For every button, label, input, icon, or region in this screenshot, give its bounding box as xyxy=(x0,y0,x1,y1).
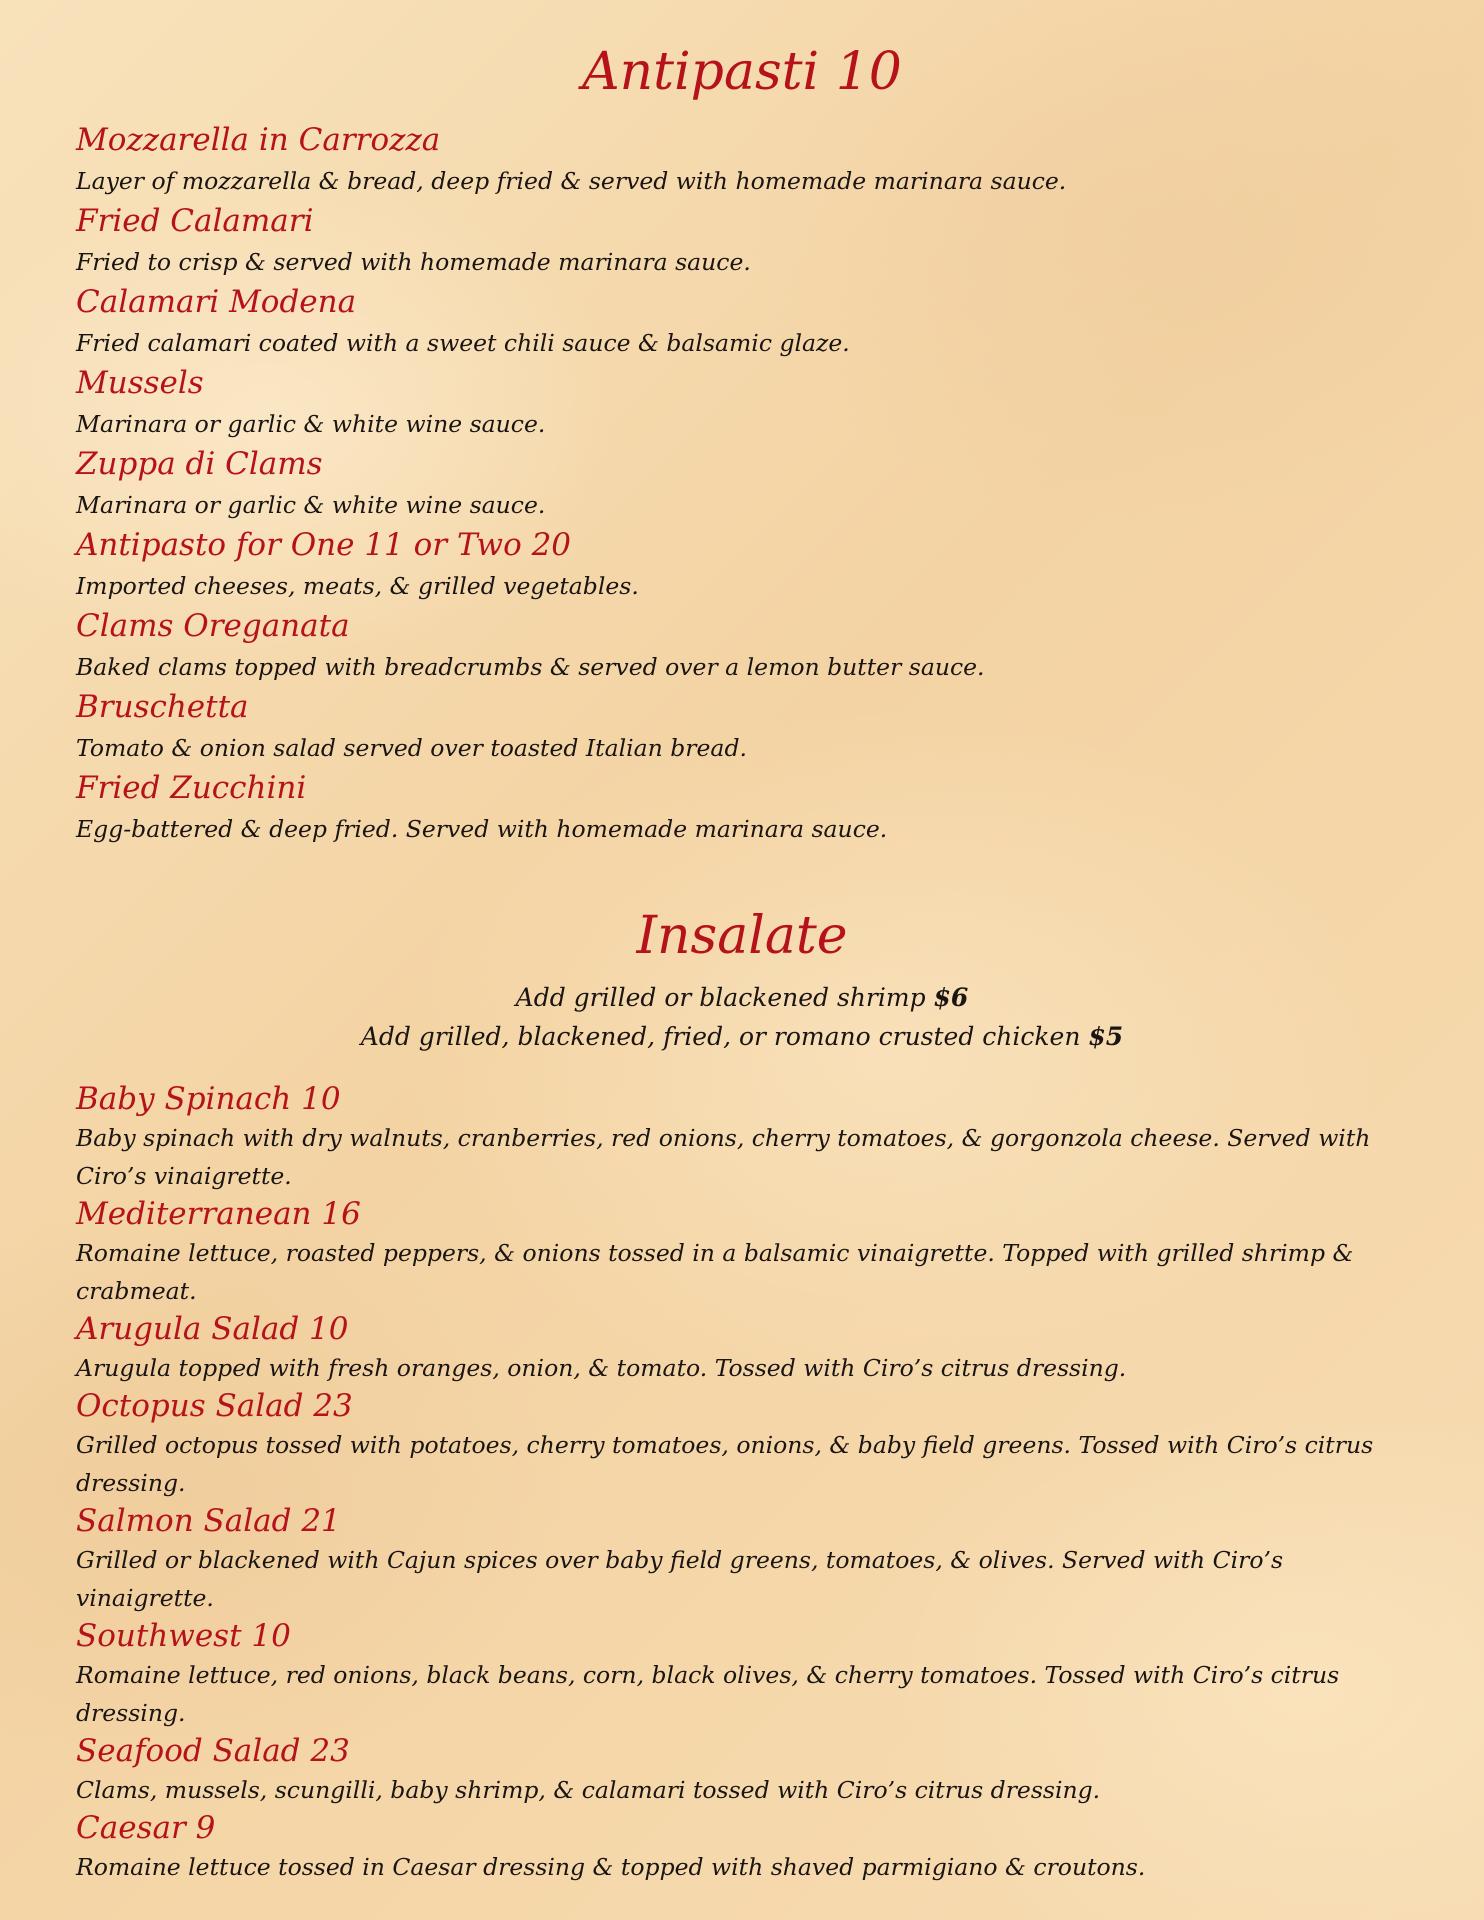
addon-text: Add grilled or blackened shrimp xyxy=(515,983,934,1012)
item-description: Romaine lettuce, red onions, black beans, corn, black olives, & cherry tomatoes. Tossed with Ciro’s citrus dressing. xyxy=(76,1661,1340,1727)
item-description: Tomato & onion salad served over toasted Italian bread. xyxy=(76,734,747,762)
menu-item xyxy=(76,526,1376,607)
item-name: Octopus Salad 23 xyxy=(76,1388,353,1424)
item-description: Romaine lettuce tossed in Caesar dressing & topped with shaved parmigiano & croutons. xyxy=(76,1853,1146,1881)
item-name: Mozzarella in Carrozza xyxy=(76,122,441,158)
salad-addons xyxy=(0,978,1484,1056)
item-name: Antipasto for One 11 or Two 20 xyxy=(76,527,572,563)
addon-text: Add grilled, blackened, fried, or romano crusted chicken xyxy=(360,1022,1089,1051)
menu-item xyxy=(76,1080,1376,1195)
addon-price: $5 xyxy=(1088,1022,1124,1051)
insalate-heading: Insalate xyxy=(636,906,848,966)
item-name: Clams Oreganata xyxy=(76,608,350,644)
menu-item xyxy=(76,1617,1376,1732)
menu-item xyxy=(76,1195,1376,1310)
menu-item xyxy=(76,1387,1376,1502)
item-description: Grilled or blackened with Cajun spices over baby field greens, tomatoes, & olives. Served with Ciro’s vinaigrette. xyxy=(76,1546,1284,1612)
menu-item xyxy=(76,688,1376,769)
item-description: Marinara or garlic & white wine sauce. xyxy=(76,410,546,438)
item-name: Salmon Salad 21 xyxy=(76,1503,341,1539)
addon-price: $6 xyxy=(933,983,969,1012)
menu-item xyxy=(76,769,1376,850)
item-name: Southwest 10 xyxy=(76,1618,291,1654)
item-name: Calamari Modena xyxy=(76,284,357,320)
item-description: Imported cheeses, meats, & grilled vegetables. xyxy=(76,572,639,600)
menu-item xyxy=(76,121,1376,202)
menu-item xyxy=(76,1809,1376,1886)
menu-item xyxy=(76,202,1376,283)
item-description: Grilled octopus tossed with potatoes, cherry tomatoes, onions, & baby field greens. Tossed with Ciro’s citrus dressing. xyxy=(76,1431,1374,1497)
menu-item xyxy=(76,1502,1376,1617)
item-name: Bruschetta xyxy=(76,689,249,725)
item-description: Arugula topped with fresh oranges, onion, & tomato. Tossed with Ciro’s citrus dressing. xyxy=(76,1354,1127,1382)
item-name: Seafood Salad 23 xyxy=(76,1733,350,1769)
item-name: Fried Zucchini xyxy=(76,770,307,806)
item-description: Layer of mozzarella & bread, deep fried & served with homemade marinara sauce. xyxy=(76,167,1067,195)
menu-item xyxy=(76,364,1376,445)
item-description: Baked clams topped with breadcrumbs & served over a lemon butter sauce. xyxy=(76,653,985,681)
item-name: Fried Calamari xyxy=(76,203,314,239)
antipasti-heading: Antipasti 10 xyxy=(582,42,902,102)
menu-item xyxy=(76,1310,1376,1387)
item-description: Romaine lettuce, roasted peppers, & onions tossed in a balsamic vinaigrette. Topped with grilled shrimp & crabmeat. xyxy=(76,1239,1354,1305)
item-description: Egg-battered & deep fried. Served with homemade marinara sauce. xyxy=(76,815,888,843)
addon-line xyxy=(0,978,1484,1017)
addon-line xyxy=(0,1017,1484,1056)
item-name: Mussels xyxy=(76,365,204,401)
item-name: Baby Spinach 10 xyxy=(76,1081,341,1117)
item-description: Clams, mussels, scungilli, baby shrimp, & calamari tossed with Ciro’s citrus dressing. xyxy=(76,1776,1101,1804)
menu-item xyxy=(76,445,1376,526)
item-description: Marinara or garlic & white wine sauce. xyxy=(76,491,546,519)
item-description: Fried to crisp & served with homemade marinara sauce. xyxy=(76,248,751,276)
menu-item xyxy=(76,283,1376,364)
item-name: Mediterranean 16 xyxy=(76,1196,361,1232)
menu-item xyxy=(76,607,1376,688)
antipasti-list xyxy=(76,121,1376,850)
item-name: Zuppa di Clams xyxy=(76,446,323,482)
insalate-list xyxy=(76,1080,1376,1886)
item-description: Baby spinach with dry walnuts, cranberries, red onions, cherry tomatoes, & gorgonzola cheese. Served with Ciro’s vinaigrette. xyxy=(76,1124,1371,1190)
item-name: Arugula Salad 10 xyxy=(76,1311,349,1347)
item-name: Caesar 9 xyxy=(76,1810,216,1846)
item-description: Fried calamari coated with a sweet chili sauce & balsamic glaze. xyxy=(76,329,850,357)
menu-item xyxy=(76,1732,1376,1809)
